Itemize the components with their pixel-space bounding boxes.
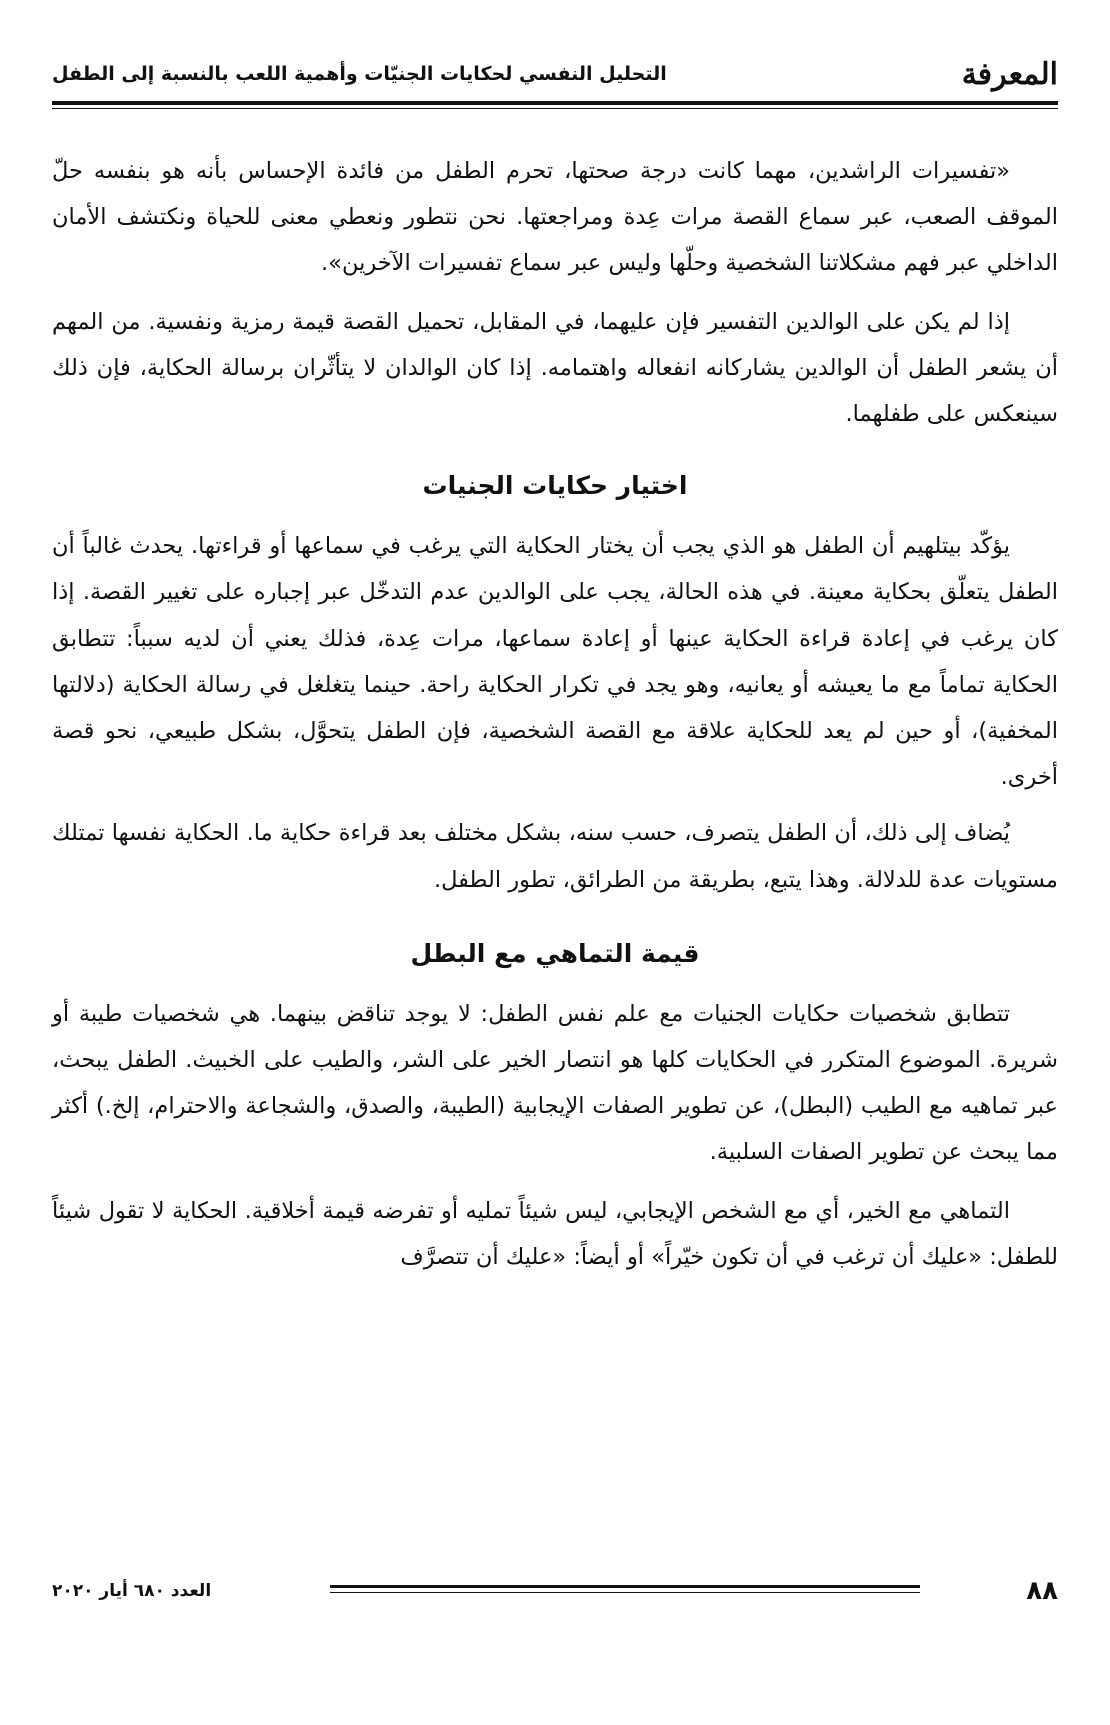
issue-info: العدد ٦٨٠ أيار ٢٠٢٠ xyxy=(52,1581,212,1601)
section-heading-choosing-tales: اختيار حكايات الجنيات xyxy=(422,471,688,501)
paragraph: يُضاف إلى ذلك، أن الطفل يتصرف، حسب سنه، بشكل مختلف بعد قراءة حكاية ما. الحكاية نفسها تمتلك مستويات عدة للدلالة. وهذا يتبع، بطريقة من الطرائق، تطور الطفل. xyxy=(52,820,1058,893)
paragraph-quote: «تفسيرات الراشدين، مهما كانت درجة صحتها، تحرم الطفل من فائدة الإحساس بأنه هو بنفسه حلّ الموقف الصعب، عبر سماع القصة مرات عِدة ومراجعتها. نحن نتطور ونعطي معنى للحياة ونكتشف الأمان الداخلي عبر فهم مشكلاتنا الشخصية وحلّها وليس عبر سماع تفسيرات الآخرين». xyxy=(52,158,1058,277)
header-rule-thin xyxy=(52,108,1058,109)
paragraph: يؤكّد بيتلهيم أن الطفل هو الذي يجب أن يختار الحكاية التي يرغب في سماعها أو قراءتها. يحدث غالباً أن الطفل يتعلّق بحكاية معينة. في هذه الحالة، يجب على الوالدين عدم التدخّل عبر إجباره على تغيير القصة. إذا كان يرغب في إعادة قراءة الحكاية عينها أو إعادة سماعها، مرات عِدة، فذلك يعني أن لديه سبباً: تتطابق الحكاية تماماً مع ما يعيشه أو يعانيه، وهو يجد في تكرار الحكاية راحة. حينما يتغلغل في رسالة الحكاية (دلالتها المخفية)، أو حين لم يعد للحكاية علاقة مع القصة الشخصية، فإن الطفل يتحوَّل، بشكل طبيعي، نحو قصة أخرى. xyxy=(52,533,1058,791)
paragraph: إذا لم يكن على الوالدين التفسير فإن عليهما، في المقابل، تحميل القصة قيمة رمزية ونفسية. من المهم أن يشعر الطفل أن الوالدين يشاركانه انفعاله واهتمامه. إذا كان الوالدان لا يتأثّران برسالة الحكاية، فإن ذلك سينعكس على طفلهما. xyxy=(52,308,1058,428)
page-footer xyxy=(52,1573,1058,1609)
page-number: ٨٨ xyxy=(1026,1576,1058,1606)
paragraph: تتطابق شخصيات حكايات الجنيات مع علم نفس الطفل: لا يوجد تناقض بينهما. هي شخصيات طيبة أو شريرة. الموضوع المتكرر في الحكايات كلها هو انتصار الخير على الشر، والطيب على الخبيث. الطفل يبحث، عبر تماهيه مع الطيب (البطل)، عن تطوير الصفات الإيجابية (الطيبة، والصدق، والشجاعة والاحترام، إلخ.) أكثر مما يبحث عن تطوير الصفات السلبية. xyxy=(52,1000,1058,1166)
magazine-logo: المعرفة xyxy=(961,56,1058,92)
page-header xyxy=(52,48,1058,100)
header-rule xyxy=(52,101,1058,105)
section-heading-identification-hero: قيمة التماهي مع البطل xyxy=(410,938,700,968)
running-title: التحليل النفسي لحكايات الجنيّات وأهمية اللعب بالنسبة إلى الطفل xyxy=(52,63,667,85)
paragraph: التماهي مع الخير، أي مع الشخص الإيجابي، ليس شيئاً تمليه أو تفرضه قيمة أخلاقية. الحكاية لا تقول شيئاً للطفل: «عليك أن ترغب في أن تكون خيّراً» أو أيضاً: «عليك أن تتصرَّف xyxy=(52,1197,1058,1270)
article-body xyxy=(52,148,1058,1280)
